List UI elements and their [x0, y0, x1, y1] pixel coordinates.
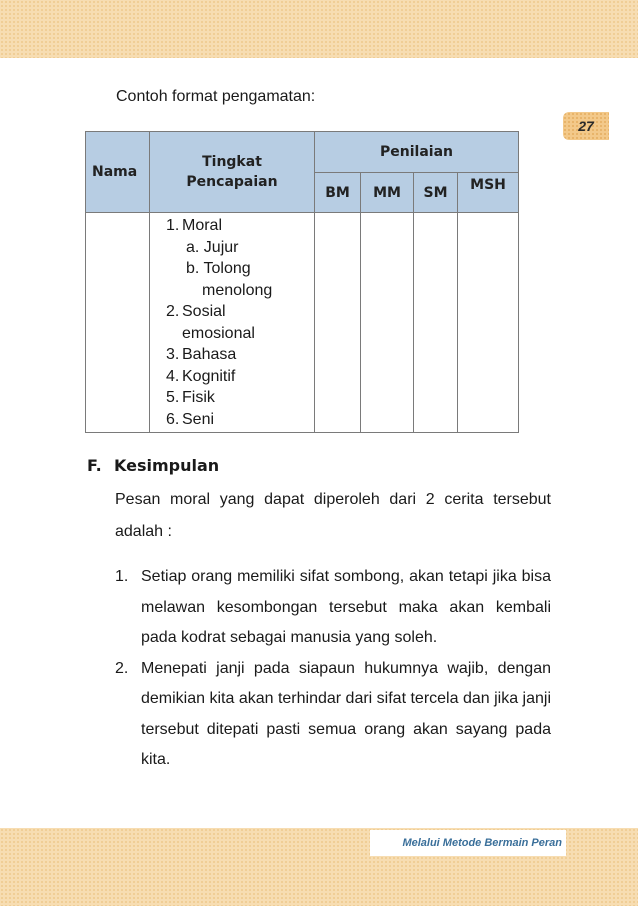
header-sm: SM [414, 173, 458, 213]
list-item: 5. Fisik [166, 389, 215, 406]
header-tingkat-pencapaian [150, 132, 315, 213]
section-letter: F. [87, 456, 102, 475]
section-heading [87, 456, 219, 475]
list-item: b. Tolong [186, 260, 251, 277]
conclusion-list [115, 562, 551, 776]
cell-msh-empty [458, 213, 519, 433]
top-decorative-band [0, 0, 638, 58]
section-title: Kesimpulan [114, 456, 220, 475]
cell-bm-empty [315, 213, 361, 433]
cell-mm-empty [361, 213, 414, 433]
header-mm: MM [361, 173, 414, 213]
list-item: a. Jujur [186, 238, 239, 256]
header-bm: BM [315, 173, 361, 213]
list-item: menolong [202, 281, 273, 299]
footer-text: Melalui Metode Bermain Peran [402, 837, 562, 849]
list-item: 1. Setiap orang memiliki sifat sombong, akan tetapi jika bisa melawan kesombongan tersebut maka akan kembali pada kodrat sebagai manusia yang soleh. [115, 568, 551, 646]
header-tingkat-line1: Tingkat [202, 154, 262, 170]
cell-nama-empty [86, 213, 150, 433]
achievement-list-cell [150, 213, 315, 433]
header-penilaian: Penilaian [315, 132, 519, 173]
footer-label-box [370, 830, 566, 856]
cell-sm-empty [414, 213, 458, 433]
list-item: emosional [182, 324, 255, 342]
list-item: 6. Seni [166, 410, 215, 428]
list-item: 3. Bahasa [166, 346, 237, 363]
list-item: 1. Moral [166, 217, 223, 234]
list-item: 4. Kognitif [166, 367, 236, 385]
header-tingkat-line2: Pencapaian [186, 174, 278, 190]
list-item: 2. Sosial [166, 303, 226, 320]
page-number-badge [563, 112, 609, 140]
observation-table [85, 131, 519, 433]
list-item: 2. Menepati janji pada siapaun hukumnya wajib, dengan demikian kita akan terhindar dari sifat tercela dan jika janji tersebut ditepati pasti semua orang akan sayang pada kita. [115, 659, 551, 768]
header-nama: Nama [86, 132, 150, 213]
page-number: 27 [578, 118, 594, 134]
header-msh: MSH [458, 173, 519, 213]
conclusion-paragraph: Pesan moral yang dapat diperoleh dari 2 cerita tersebut adalah : [115, 491, 551, 540]
intro-text: Contoh format pengamatan: [116, 88, 316, 105]
